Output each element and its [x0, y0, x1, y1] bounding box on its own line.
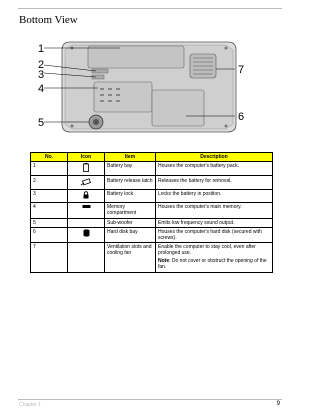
callout-1: 1	[38, 43, 45, 55]
table-header-row	[31, 153, 273, 162]
row-description-text: Enable the computer to stay cool, even after prolonged use.	[158, 244, 256, 257]
row-item: Memory compartment	[105, 203, 156, 218]
table-row	[31, 227, 273, 242]
callout-2: 2	[38, 59, 45, 71]
row-no: 6	[31, 227, 68, 242]
callout-3: 3	[38, 69, 45, 81]
row-icon-empty	[68, 243, 105, 272]
bottom-view-figure	[0, 38, 300, 146]
header-rule	[18, 8, 282, 9]
hard-disk-icon	[68, 227, 105, 242]
row-item: Battery lock	[105, 189, 156, 202]
battery-release-icon	[68, 176, 105, 189]
table-row	[31, 189, 273, 202]
row-description: Houses the computer's main memory.	[156, 203, 273, 218]
battery-icon	[68, 162, 105, 176]
laptop-bottom-illustration	[0, 38, 300, 146]
row-item: Hard disk bay	[105, 227, 156, 242]
row-no: 1	[31, 162, 68, 176]
row-no: 3	[31, 189, 68, 202]
col-header-no: No.	[31, 153, 68, 162]
memory-icon	[68, 203, 105, 218]
col-header-icon: Icon	[68, 153, 105, 162]
col-header-description: Description	[156, 153, 273, 162]
col-header-item: Item	[105, 153, 156, 162]
memory-compartment-shape	[94, 82, 152, 112]
footer-rule	[18, 399, 282, 400]
row-description: Releases the battery for removal.	[156, 176, 273, 189]
table-row	[31, 203, 273, 218]
callout-6: 6	[238, 111, 245, 123]
note-text: : Do not cover or obstruct the opening of the fan.	[158, 258, 267, 271]
row-item: Ventilation slots and cooling fan	[105, 243, 156, 272]
bottom-view-table	[30, 152, 273, 273]
row-description: Locks the battery in position.	[156, 189, 273, 202]
page-number: 9	[276, 401, 280, 407]
table-row	[31, 218, 273, 227]
table-row	[31, 162, 273, 176]
lock-icon	[68, 189, 105, 202]
row-description: Emits low frequency sound output.	[156, 218, 273, 227]
page-title: Bottom View	[19, 14, 78, 26]
hard-disk-bay-shape	[152, 90, 204, 126]
row-description	[156, 243, 273, 272]
row-no: 7	[31, 243, 68, 272]
callout-5: 5	[38, 117, 45, 129]
row-no: 2	[31, 176, 68, 189]
row-item: Battery release latch	[105, 176, 156, 189]
chapter-label: Chapter 1	[19, 402, 41, 408]
row-description: Houses the computer's battery pack.	[156, 162, 273, 176]
row-no: 4	[31, 203, 68, 218]
row-note	[158, 258, 270, 270]
table-row	[31, 176, 273, 189]
row-icon-empty	[68, 218, 105, 227]
battery-bay-shape	[88, 46, 184, 68]
row-description: Houses the computer's hard disk (secured with screws).	[156, 227, 273, 242]
note-label: Note	[158, 258, 170, 265]
callout-4: 4	[38, 83, 45, 95]
row-item: Sub-woofer	[105, 218, 156, 227]
row-item: Battery bay	[105, 162, 156, 176]
table-row	[31, 243, 273, 272]
callout-7: 7	[238, 64, 245, 76]
row-no: 5	[31, 218, 68, 227]
